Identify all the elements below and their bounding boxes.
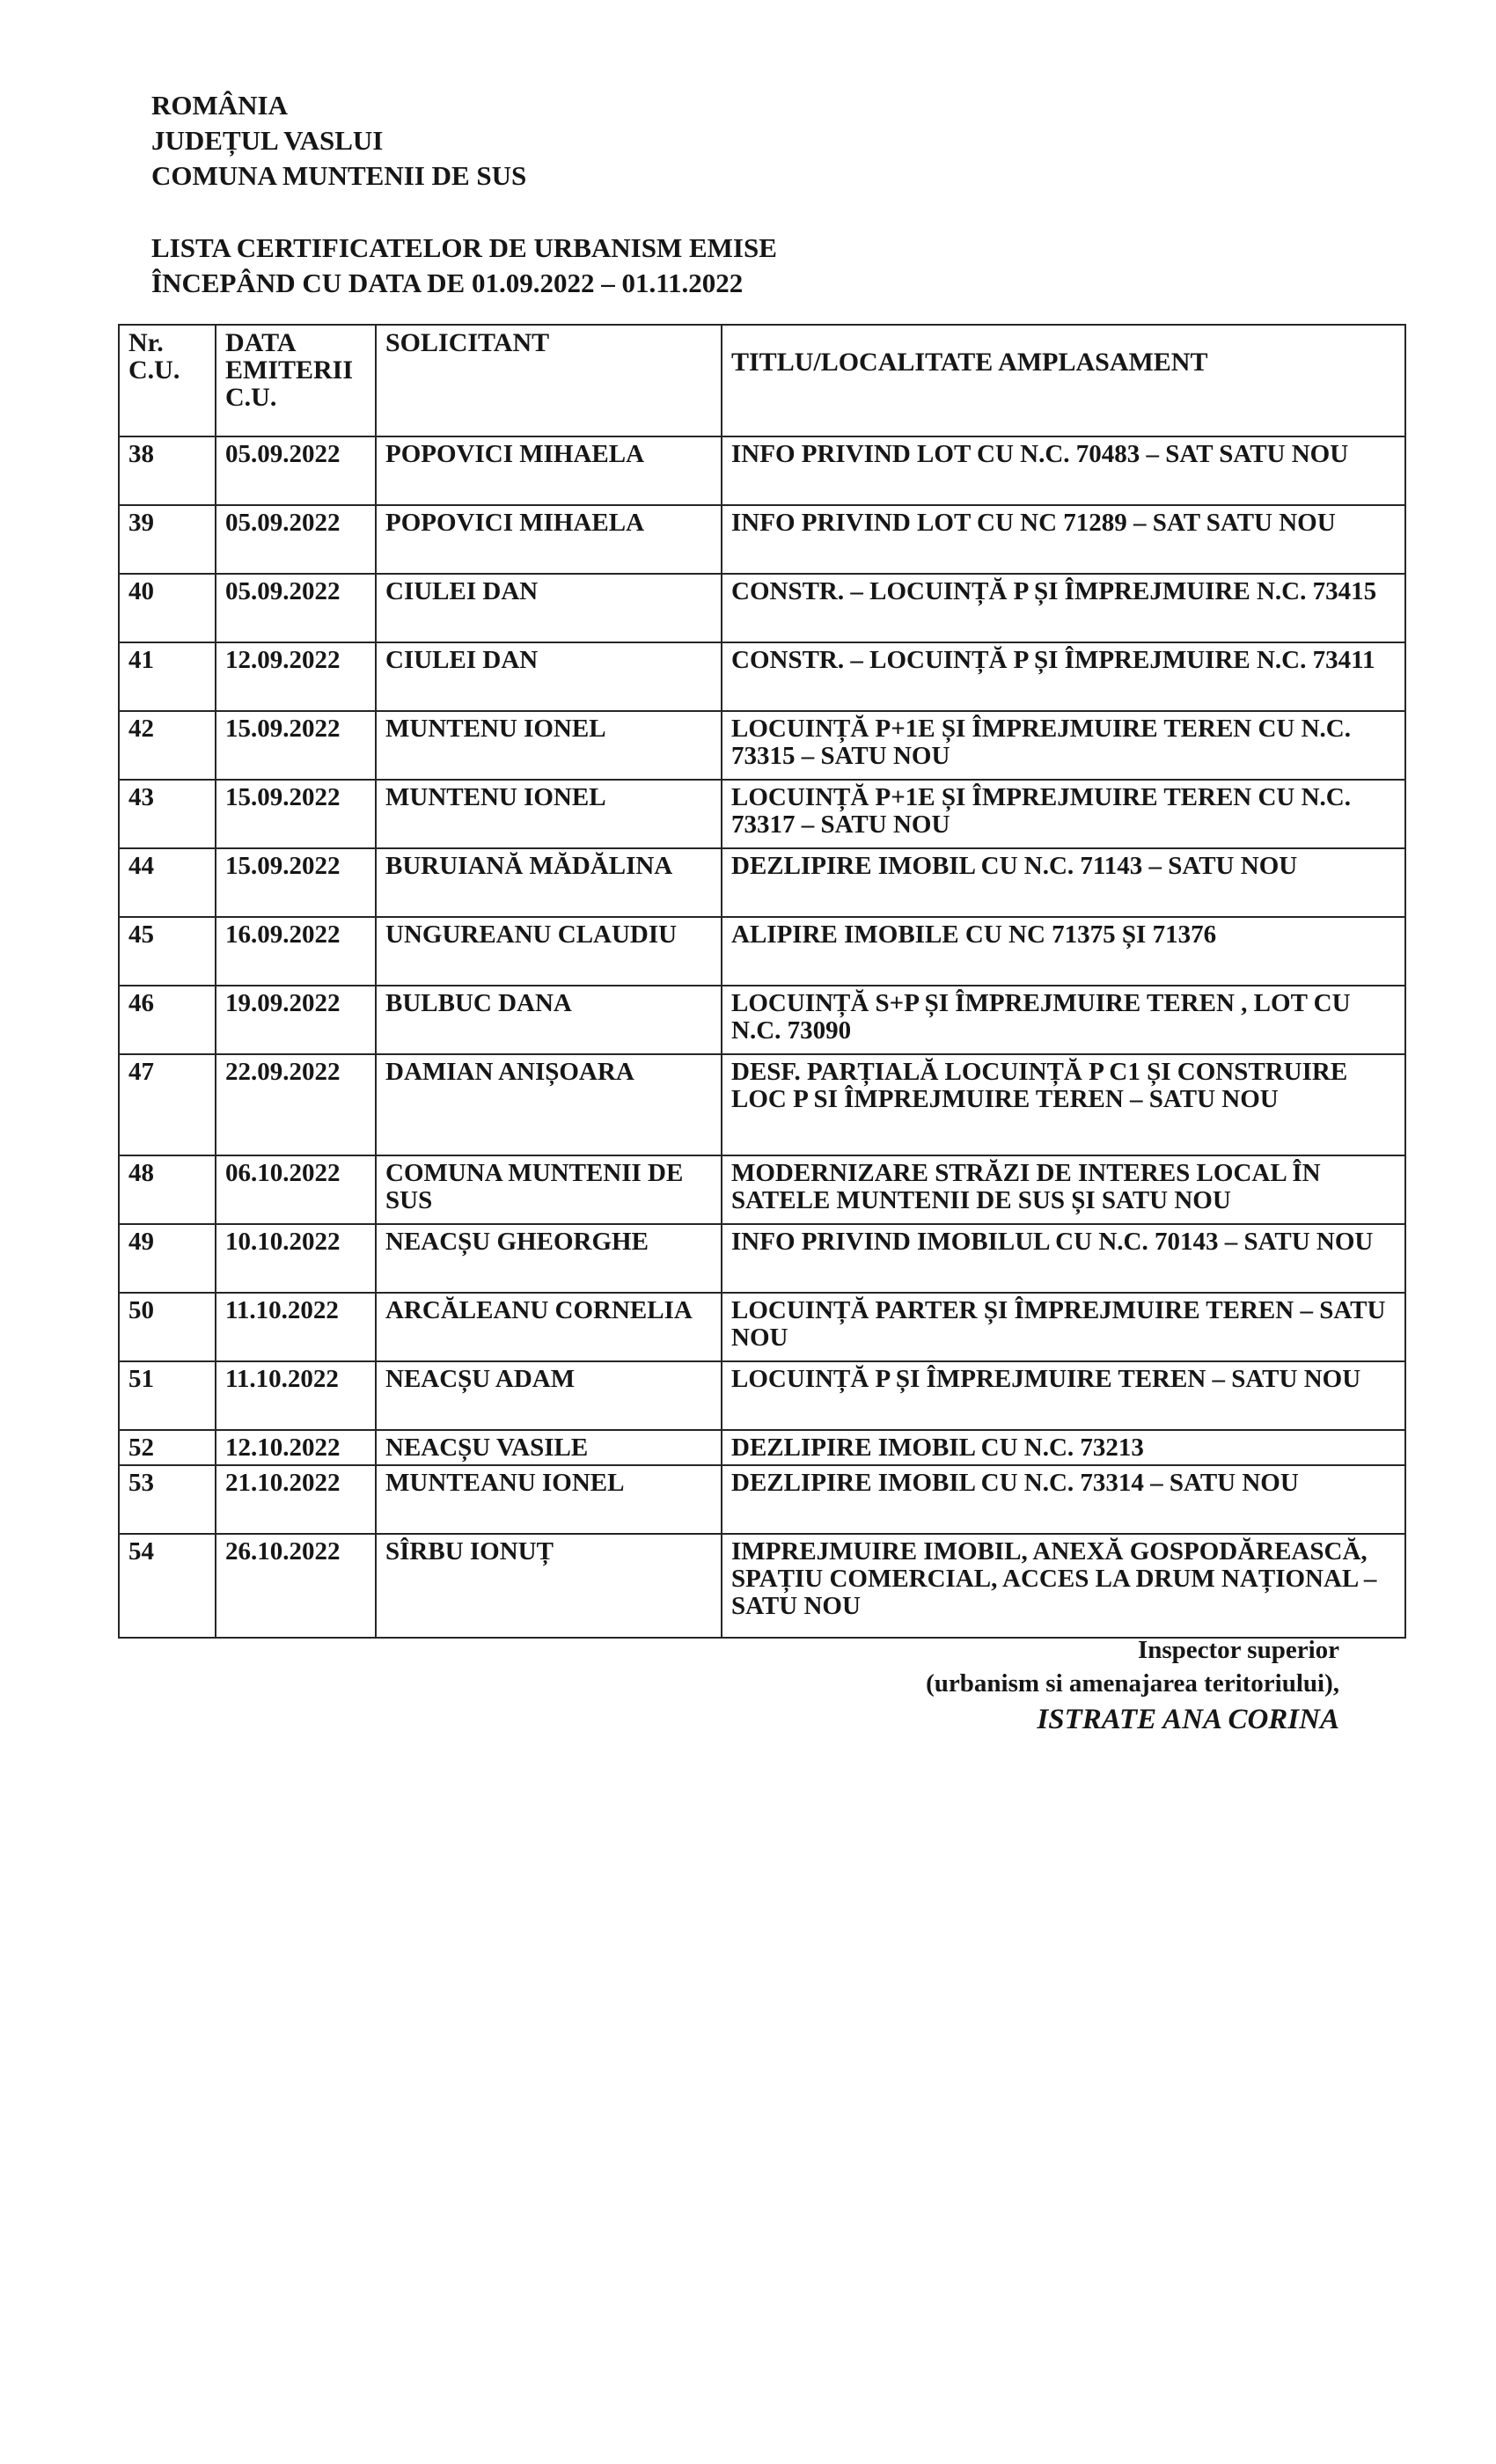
table-row <box>119 1224 1405 1293</box>
cell-date: 06.10.2022 <box>216 1155 376 1224</box>
table-row <box>119 1361 1405 1430</box>
table-row <box>119 1155 1405 1224</box>
cell-date: 16.09.2022 <box>216 917 376 986</box>
signature-block <box>926 1633 1339 1739</box>
cell-date: 12.09.2022 <box>216 642 376 711</box>
cell-date: 11.10.2022 <box>216 1293 376 1361</box>
cell-nr: 43 <box>119 780 216 848</box>
header-nr: Nr. C.U. <box>119 325 216 436</box>
cell-nr: 48 <box>119 1155 216 1224</box>
cell-solicitant: SÎRBU IONUȚ <box>376 1534 722 1638</box>
table-row <box>119 780 1405 848</box>
cell-title: INFO PRIVIND LOT CU N.C. 70483 – SAT SATU NOU <box>722 436 1405 505</box>
cell-date: 12.10.2022 <box>216 1430 376 1465</box>
cell-title: LOCUINȚĂ P+1E ȘI ÎMPREJMUIRE TEREN CU N.C. 73315 – SATU NOU <box>722 711 1405 780</box>
cell-solicitant: ARCĂLEANU CORNELIA <box>376 1293 722 1361</box>
cell-solicitant: NEACȘU ADAM <box>376 1361 722 1430</box>
cell-nr: 44 <box>119 848 216 917</box>
table-row <box>119 986 1405 1054</box>
header-title: TITLU/LOCALITATE AMPLASAMENT <box>722 325 1405 436</box>
cell-title: LOCUINȚĂ P+1E ȘI ÎMPREJMUIRE TEREN CU N.C. 73317 – SATU NOU <box>722 780 1405 848</box>
document-header <box>151 88 526 194</box>
table-row <box>119 917 1405 986</box>
cell-nr: 39 <box>119 505 216 574</box>
table-row <box>119 711 1405 780</box>
cell-nr: 45 <box>119 917 216 986</box>
cell-title: ALIPIRE IMOBILE CU NC 71375 ȘI 71376 <box>722 917 1405 986</box>
signature-name: ISTRATE ANA CORINA <box>1037 1704 1339 1735</box>
country-name: ROMÂNIA <box>151 90 288 121</box>
cell-solicitant: MUNTENU IONEL <box>376 711 722 780</box>
table-row <box>119 436 1405 505</box>
cell-date: 15.09.2022 <box>216 711 376 780</box>
cell-date: 05.09.2022 <box>216 505 376 574</box>
cell-date: 19.09.2022 <box>216 986 376 1054</box>
table-row <box>119 1430 1405 1465</box>
table-body <box>119 436 1405 1638</box>
table-header-row <box>119 325 1405 436</box>
cell-title: DEZLIPIRE IMOBIL CU N.C. 73314 – SATU NOU <box>722 1465 1405 1534</box>
cell-solicitant: NEACȘU GHEORGHE <box>376 1224 722 1293</box>
cell-title: MODERNIZARE STRĂZI DE INTERES LOCAL ÎN SATELE MUNTENII DE SUS ȘI SATU NOU <box>722 1155 1405 1224</box>
cell-date: 11.10.2022 <box>216 1361 376 1430</box>
header-date: DATA EMITERII C.U. <box>216 325 376 436</box>
table-row <box>119 505 1405 574</box>
county-name: JUDEȚUL VASLUI <box>151 125 384 156</box>
header-solicitant: SOLICITANT <box>376 325 722 436</box>
cell-title: IMPREJMUIRE IMOBIL, ANEXĂ GOSPODĂREASCĂ, SPAȚIU COMERCIAL, ACCES LA DRUM NAȚIONAL – SATU NOU <box>722 1534 1405 1638</box>
commune-name: COMUNA MUNTENII DE SUS <box>151 160 527 191</box>
cell-solicitant: NEACȘU VASILE <box>376 1430 722 1465</box>
list-title <box>151 231 777 301</box>
cell-solicitant: BURUIANĂ MĂDĂLINA <box>376 848 722 917</box>
cell-solicitant: UNGUREANU CLAUDIU <box>376 917 722 986</box>
certificates-table <box>118 324 1406 1639</box>
cell-title: CONSTR. – LOCUINȚĂ P ȘI ÎMPREJMUIRE N.C. 73415 <box>722 574 1405 642</box>
cell-nr: 53 <box>119 1465 216 1534</box>
signature-department: (urbanism si amenajarea teritoriului), <box>926 1669 1339 1698</box>
cell-date: 10.10.2022 <box>216 1224 376 1293</box>
cell-solicitant: MUNTENU IONEL <box>376 780 722 848</box>
cell-date: 05.09.2022 <box>216 436 376 505</box>
cell-title: LOCUINȚĂ S+P ȘI ÎMPREJMUIRE TEREN , LOT CU N.C. 73090 <box>722 986 1405 1054</box>
cell-nr: 41 <box>119 642 216 711</box>
cell-solicitant: BULBUC DANA <box>376 986 722 1054</box>
cell-nr: 54 <box>119 1534 216 1638</box>
table-row <box>119 642 1405 711</box>
cell-title: CONSTR. – LOCUINȚĂ P ȘI ÎMPREJMUIRE N.C. 73411 <box>722 642 1405 711</box>
cell-solicitant: POPOVICI MIHAELA <box>376 436 722 505</box>
table-row <box>119 848 1405 917</box>
table-row <box>119 1465 1405 1534</box>
cell-nr: 47 <box>119 1054 216 1155</box>
cell-solicitant: COMUNA MUNTENII DE SUS <box>376 1155 722 1224</box>
cell-title: INFO PRIVIND LOT CU NC 71289 – SAT SATU NOU <box>722 505 1405 574</box>
cell-nr: 50 <box>119 1293 216 1361</box>
cell-date: 26.10.2022 <box>216 1534 376 1638</box>
cell-title: LOCUINȚĂ P ȘI ÎMPREJMUIRE TEREN – SATU NOU <box>722 1361 1405 1430</box>
cell-title: DESF. PARȚIALĂ LOCUINȚĂ P C1 ȘI CONSTRUIRE LOC P SI ÎMPREJMUIRE TEREN – SATU NOU <box>722 1054 1405 1155</box>
cell-solicitant: CIULEI DAN <box>376 642 722 711</box>
cell-date: 15.09.2022 <box>216 848 376 917</box>
cell-solicitant: DAMIAN ANIȘOARA <box>376 1054 722 1155</box>
cell-date: 22.09.2022 <box>216 1054 376 1155</box>
signature-role: Inspector superior <box>1137 1636 1339 1664</box>
cell-nr: 38 <box>119 436 216 505</box>
table-row <box>119 1293 1405 1361</box>
cell-solicitant: POPOVICI MIHAELA <box>376 505 722 574</box>
list-title-line-2: ÎNCEPÂND CU DATA DE 01.09.2022 – 01.11.2022 <box>151 268 744 298</box>
list-title-line-1: LISTA CERTIFICATELOR DE URBANISM EMISE <box>151 232 777 263</box>
cell-nr: 46 <box>119 986 216 1054</box>
cell-date: 15.09.2022 <box>216 780 376 848</box>
cell-nr: 51 <box>119 1361 216 1430</box>
cell-solicitant: MUNTEANU IONEL <box>376 1465 722 1534</box>
cell-nr: 52 <box>119 1430 216 1465</box>
cell-solicitant: CIULEI DAN <box>376 574 722 642</box>
table-row <box>119 574 1405 642</box>
cell-title: DEZLIPIRE IMOBIL CU N.C. 73213 <box>722 1430 1405 1465</box>
cell-nr: 40 <box>119 574 216 642</box>
table-row <box>119 1054 1405 1155</box>
cell-date: 21.10.2022 <box>216 1465 376 1534</box>
cell-nr: 42 <box>119 711 216 780</box>
cell-nr: 49 <box>119 1224 216 1293</box>
cell-date: 05.09.2022 <box>216 574 376 642</box>
cell-title: DEZLIPIRE IMOBIL CU N.C. 71143 – SATU NOU <box>722 848 1405 917</box>
cell-title: LOCUINȚĂ PARTER ȘI ÎMPREJMUIRE TEREN – SATU NOU <box>722 1293 1405 1361</box>
cell-title: INFO PRIVIND IMOBILUL CU N.C. 70143 – SATU NOU <box>722 1224 1405 1293</box>
table-row <box>119 1534 1405 1638</box>
